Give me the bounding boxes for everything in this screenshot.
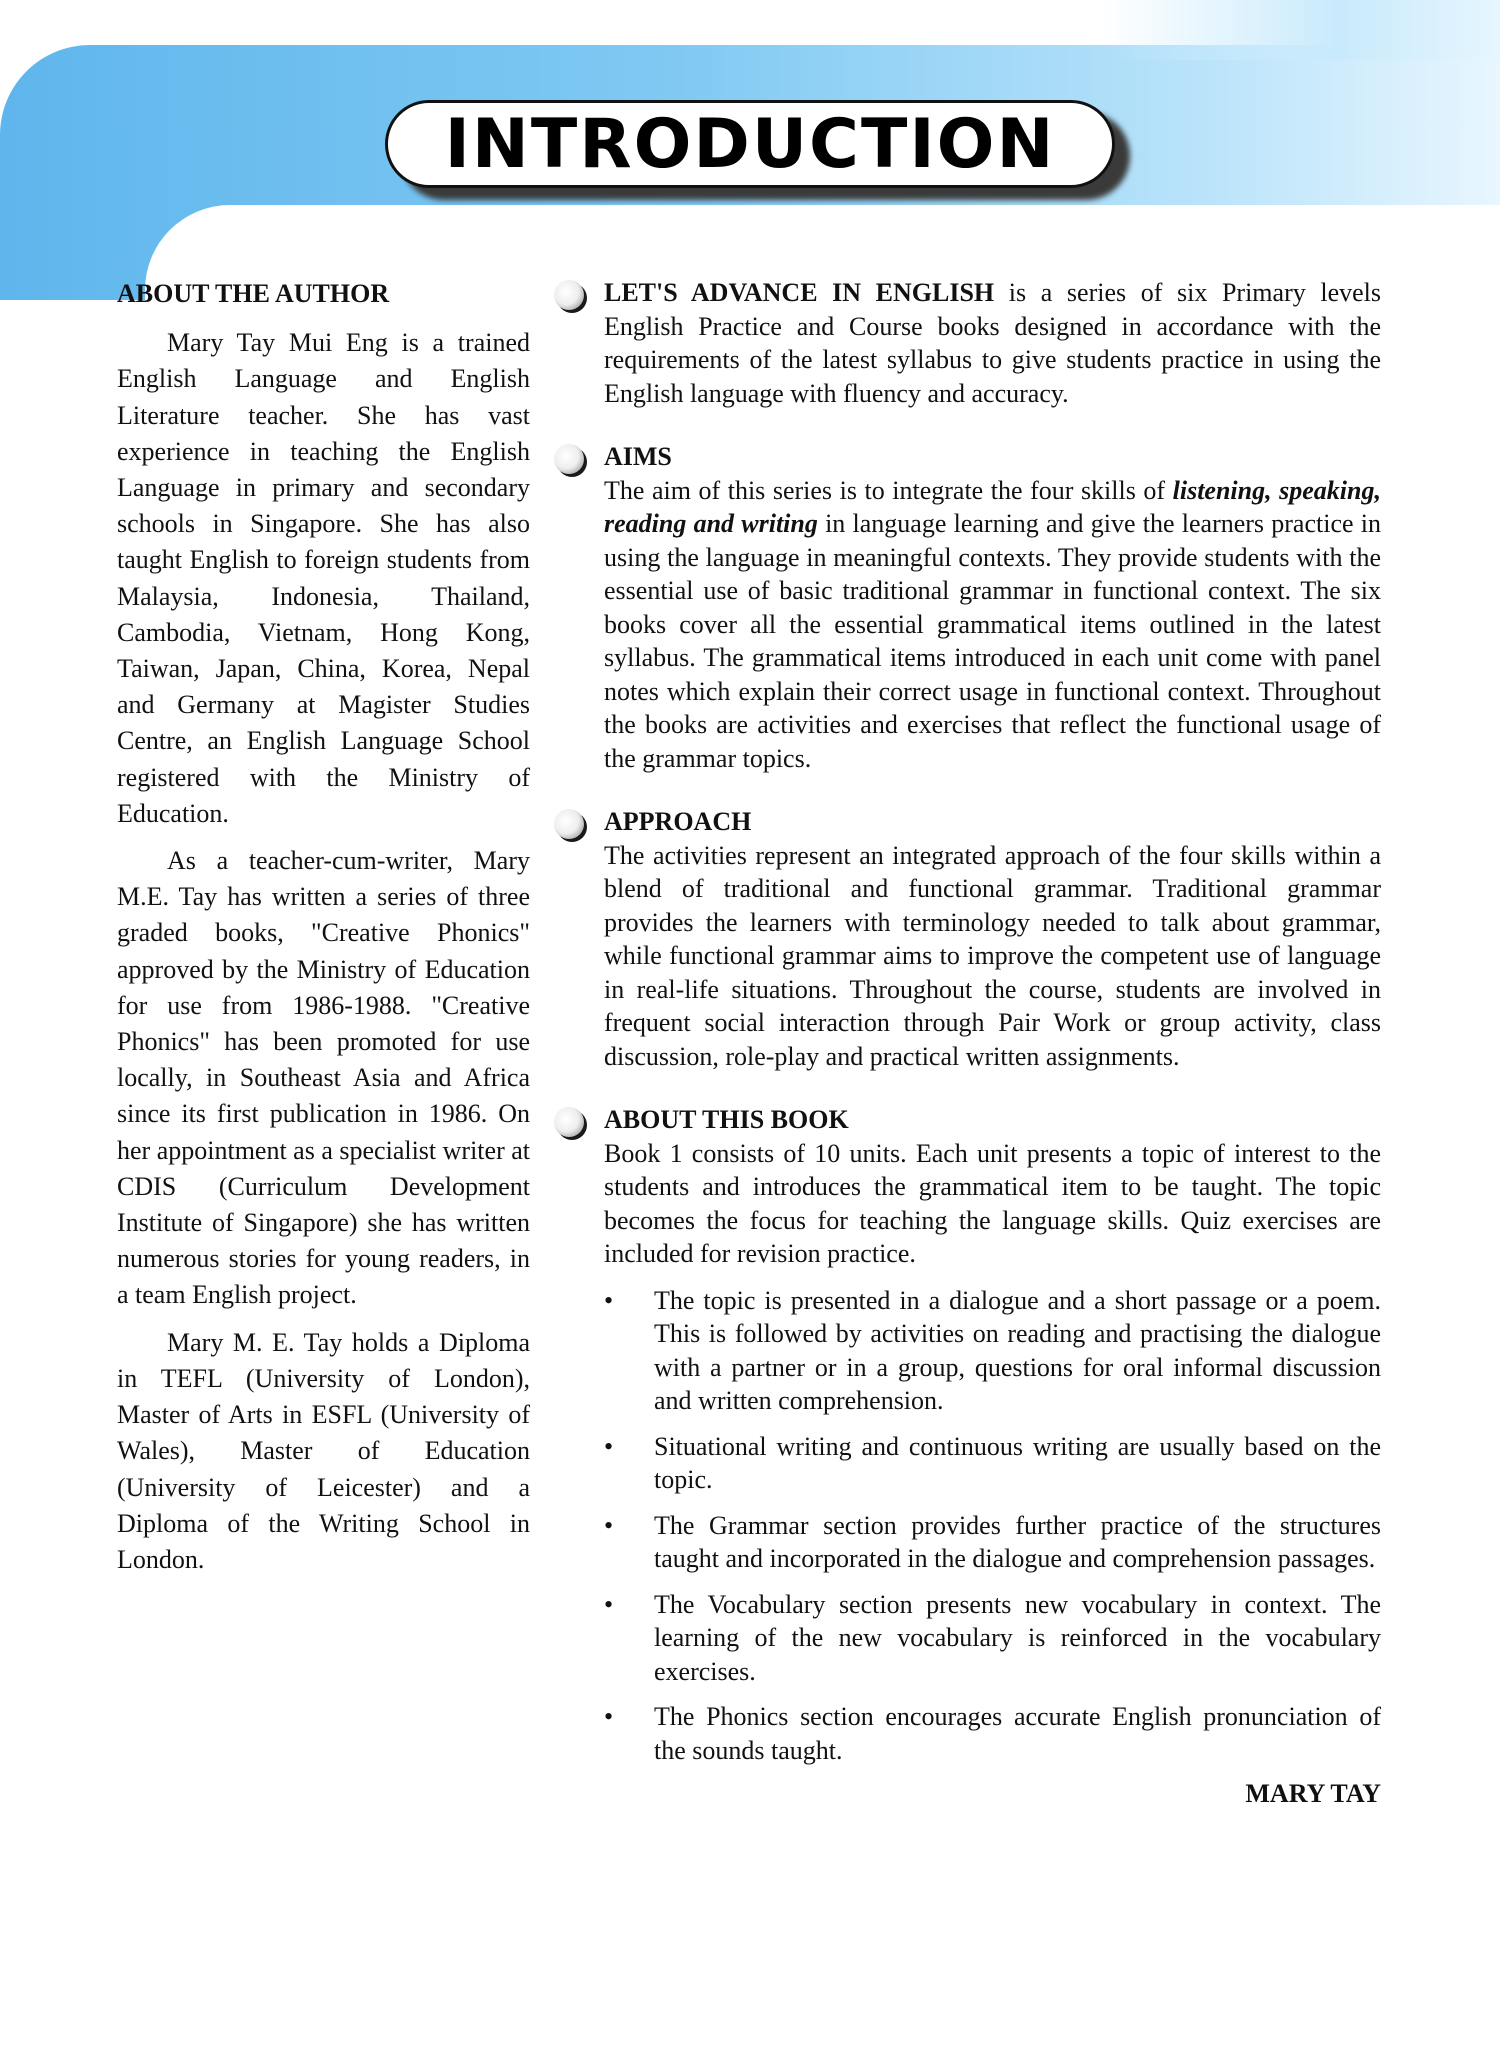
author-heading: ABOUT THE AUTHOR xyxy=(117,279,390,308)
list-item-text: The Phonics section encourages accurate English pronunciation of the sounds taught. xyxy=(654,1702,1381,1765)
aims-paragraph xyxy=(604,474,1381,776)
author-paragraph: As a teacher-cum-writer, Mary M.E. Tay has written a series of three graded books, "Creative Phonics" approved by the Ministry of Education for use from 1986-1988. "Creative Phonics" has been promoted for use locally, in Southeast Asia and Africa since its first publication in 1986. On her appointment as a specialist writer at CDIS (Curriculum Development Institute of Singapore) she has written numerous stories for young readers, in a team English project. xyxy=(117,846,530,1310)
about-book-paragraph: Book 1 consists of 10 units. Each unit presents a topic of interest to the students and introduces the grammatical item to be taught. The topic becomes the focus for teaching the language skills. Quiz exercises are included for revision practice. xyxy=(604,1138,1381,1268)
list-item-text: Situational writing and continuous writing are usually based on the topic. xyxy=(654,1431,1381,1494)
about-book-heading: ABOUT THIS BOOK xyxy=(604,1105,849,1134)
about-book-section xyxy=(604,1103,1381,1811)
about-book-list xyxy=(604,1284,1381,1768)
approach-paragraph: The activities represent an integrated approach of the four skills within a blend of traditional and functional grammar. Traditional grammar provides the learners with terminology needed to talk about grammar, while functional grammar aims to improve the competent use of language in real-life situations. Throughout the course, students are involved in frequent social interaction through Pair Work or group activity, class discussion, role-play and practical written assignments. xyxy=(604,840,1381,1071)
sphere-bullet-icon xyxy=(552,807,588,843)
series-text: is a series of six Primary levels English Practice and Course books designed in accordance with the requirements of the latest syllabus to give students practice in using the English language with fluency and accuracy. xyxy=(604,278,1381,408)
author-column xyxy=(117,276,530,1589)
list-item xyxy=(604,1284,1381,1418)
page-title: INTRODUCTION xyxy=(385,100,1115,188)
series-name: LET'S ADVANCE IN ENGLISH xyxy=(604,278,995,307)
bullet-dot: • xyxy=(604,1285,614,1315)
list-item-text: The Grammar section provides further practice of the structures taught and incorporated in the dialogue and comprehension passages. xyxy=(654,1510,1381,1573)
aims-heading: AIMS xyxy=(604,442,672,471)
series-section xyxy=(604,276,1381,410)
header-sky-highlight xyxy=(1100,0,1500,60)
aims-text-before: The aim of this series is to integrate the four skills of xyxy=(604,475,1173,505)
bullet-dot: • xyxy=(604,1702,614,1731)
bullet-dot: • xyxy=(604,1431,614,1461)
signature: MARY TAY xyxy=(1245,1779,1381,1808)
list-item-text: The topic is presented in a dialogue and a short passage or a poem. This is followed by activities on reading and practising the dialogue with a partner or in a group, questions for oral informal discussion and written comprehension. xyxy=(654,1285,1381,1415)
sphere-bullet-icon xyxy=(552,1105,588,1141)
intro-column xyxy=(604,276,1381,1811)
aims-emphasis: listening, speaking, reading and writing xyxy=(604,475,1381,538)
list-item-text: The Vocabulary section presents new vocabulary in context. The learning of the new vocabulary is reinforced in the vocabulary exercises. xyxy=(654,1589,1381,1686)
bullet-dot: • xyxy=(604,1589,614,1619)
aims-section xyxy=(604,440,1381,775)
author-paragraph: Mary Tay Mui Eng is a trained English Language and English Literature teacher. She has vast experience in teaching the English Language in primary and secondary schools in Singapore. She has also taught English to foreign students from Malaysia, Indonesia, Thailand, Cambodia, Vietnam, Hong Kong, Taiwan, Japan, China, Korea, Nepal and Germany at Magister Studies Centre, an English Language School registered with the Ministry of Education. xyxy=(117,328,530,828)
series-paragraph xyxy=(604,276,1381,410)
approach-heading: APPROACH xyxy=(604,807,752,836)
approach-section xyxy=(604,805,1381,1073)
list-item xyxy=(604,1509,1381,1576)
sphere-bullet-icon xyxy=(552,442,588,478)
list-item xyxy=(604,1588,1381,1689)
list-item xyxy=(604,1700,1381,1767)
list-item xyxy=(604,1430,1381,1497)
bullet-dot: • xyxy=(604,1510,614,1540)
author-paragraph: Mary M. E. Tay holds a Diploma in TEFL (University of London), Master of Arts in ESFL (University of Wales), Master of Education (University of Leicester) and a Diploma of the Writing School in London. xyxy=(117,1327,530,1574)
aims-text-after: in language learning and give the learners practice in using the language in meaningful contexts. They provide students with the essential use of basic traditional grammar in functional context. The six books cover all the essential grammatical items outlined in the latest syllabus. The grammatical items introduced in each unit come with panel notes which explain their correct usage in functional context. Throughout the books are activities and exercises that reflect the functional usage of the grammar topics. xyxy=(604,509,1381,773)
sphere-bullet-icon xyxy=(552,278,588,314)
